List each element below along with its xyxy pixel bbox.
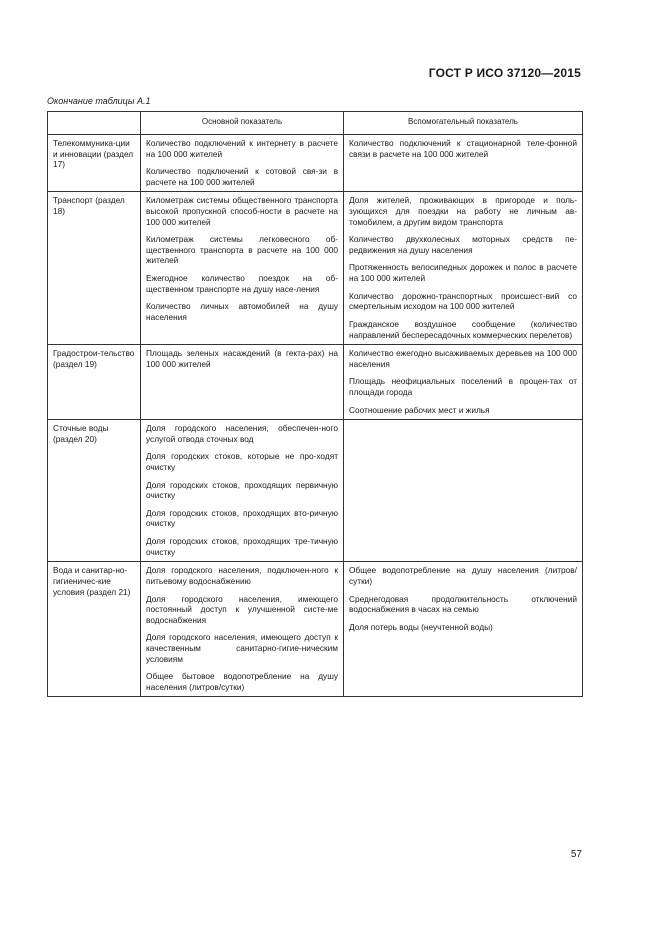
indicator-text: Количество подключений к стационарной теле-фонной связи в расчете на 100 000 жителей <box>349 138 577 159</box>
indicator-text: Количество двухколесных моторных средств пе-редвижения на душу населения <box>349 234 577 255</box>
main-indicator-cell <box>141 345 344 420</box>
indicator-text: Количество ежегодно высаживаемых деревьев на 100 000 населения <box>349 348 577 369</box>
indicator-text: Соотношение рабочих мест и жилья <box>349 404 490 415</box>
table-row <box>48 420 583 562</box>
table-row <box>48 135 583 192</box>
aux-indicator-cell <box>344 420 583 562</box>
main-indicator-cell <box>141 135 344 192</box>
indicator-text: Доля городских стоков, проходящих первичную очистку <box>146 479 338 501</box>
indicator-text: Доля потерь воды (неучтенной воды) <box>349 621 493 632</box>
aux-indicator-cell <box>344 345 583 420</box>
indicator-text: Общее бытовое водопотребление на душу населения (литров/сутки) <box>146 671 338 692</box>
page-number: 57 <box>570 849 582 860</box>
table-header-row <box>48 112 583 135</box>
section-cell: Градострои-тельство (раздел 19) <box>48 345 141 420</box>
table-row <box>48 192 583 345</box>
indicator-text: Доля городских стоков, проходящих тре-тичную очистку <box>146 536 338 557</box>
indicator-text: Километраж системы общественного транспорта высокой пропускной способ-ности в расчете на 100 000 жителей <box>146 195 338 227</box>
indicator-text: Гражданское воздушное сообщение (количество направлений беспересадочных коммерческих перелетов) <box>349 318 577 340</box>
table-row <box>48 345 583 420</box>
indicator-text: Количество дорожно-транспортных происшест-вий со смертельным исходом на 100 000 жителей <box>349 290 577 312</box>
indicator-text: Доля городских стоков, которые не про-ходят очистку <box>146 451 338 473</box>
header-aux-indicator: Вспомогательный показатель <box>344 112 583 135</box>
table-caption: Окончание таблицы А.1 <box>47 96 151 106</box>
main-indicator-cell <box>141 420 344 562</box>
section-cell: Транспорт (раздел 18) <box>48 192 141 345</box>
indicators-table <box>47 111 583 697</box>
header-section <box>48 112 141 135</box>
indicator-text: Доля городского населения, имеющего доступ к качественным санитарно-гигие-ническим условиям <box>146 632 338 664</box>
aux-indicator-cell <box>344 135 583 192</box>
section-cell: Вода и санитар-но-гигиеничес-кие условия (раздел 21) <box>48 562 141 697</box>
indicator-text: Доля городского населения, имеющего постоянный доступ к улучшенной систе-ме водоснабжения <box>146 593 338 625</box>
indicator-text: Километраж системы легковесного об-щественного транспорта в расчете на 100 000 жителей <box>146 234 338 266</box>
indicator-text: Доля жителей, проживающих в пригороде и поль-зующихся для поездки на работу не личным ав-томобилем, а другим видом транспорта <box>349 195 577 227</box>
table-row <box>48 562 583 697</box>
indicator-text: Доля городского населения, подключен-ного к питьевому водоснабжению <box>146 565 338 586</box>
indicator-text: Общее водопотребление на душу населения (литров/сутки) <box>349 565 577 586</box>
indicator-text: Количество личных автомобилей на душу населения <box>146 301 338 322</box>
indicator-text: Доля городских стоков, проходящих вто-ричную очистку <box>146 507 338 529</box>
indicator-text: Количество подключений к сотовой свя-зи в расчете на 100 000 жителей <box>146 166 338 187</box>
indicator-text: Площадь зеленых насаждений (в гекта-рах) на 100 000 жителей <box>146 348 338 369</box>
section-cell: Телекоммуника-ции и инновации (раздел 17) <box>48 135 141 192</box>
indicator-text: Количество подключений к интернету в расчете на 100 000 жителей <box>146 138 338 159</box>
indicator-text: Площадь неофициальных поселений в процен-тах от площади города <box>349 376 577 397</box>
main-indicator-cell <box>141 192 344 345</box>
table-body <box>48 135 583 697</box>
indicator-text: Доля городского населения, обеспечен-ного услугой отвода сточных вод <box>146 423 338 444</box>
standard-designation: ГОСТ Р ИСО 37120—2015 <box>428 66 581 80</box>
aux-indicator-cell <box>344 562 583 697</box>
indicator-text: Протяженность велосипедных дорожек и полос в расчете на 100 000 жителей <box>349 262 577 284</box>
main-indicator-cell <box>141 562 344 697</box>
indicator-text: Среднегодовая продолжительность отключений водоснабжения в часах на семью <box>349 593 577 615</box>
header-main-indicator: Основной показатель <box>141 112 344 135</box>
indicator-text: Ежегодное количество поездок на об-щественном транспорте на душу насе-ления <box>146 273 338 294</box>
aux-indicator-cell <box>344 192 583 345</box>
section-cell: Сточные воды (раздел 20) <box>48 420 141 562</box>
